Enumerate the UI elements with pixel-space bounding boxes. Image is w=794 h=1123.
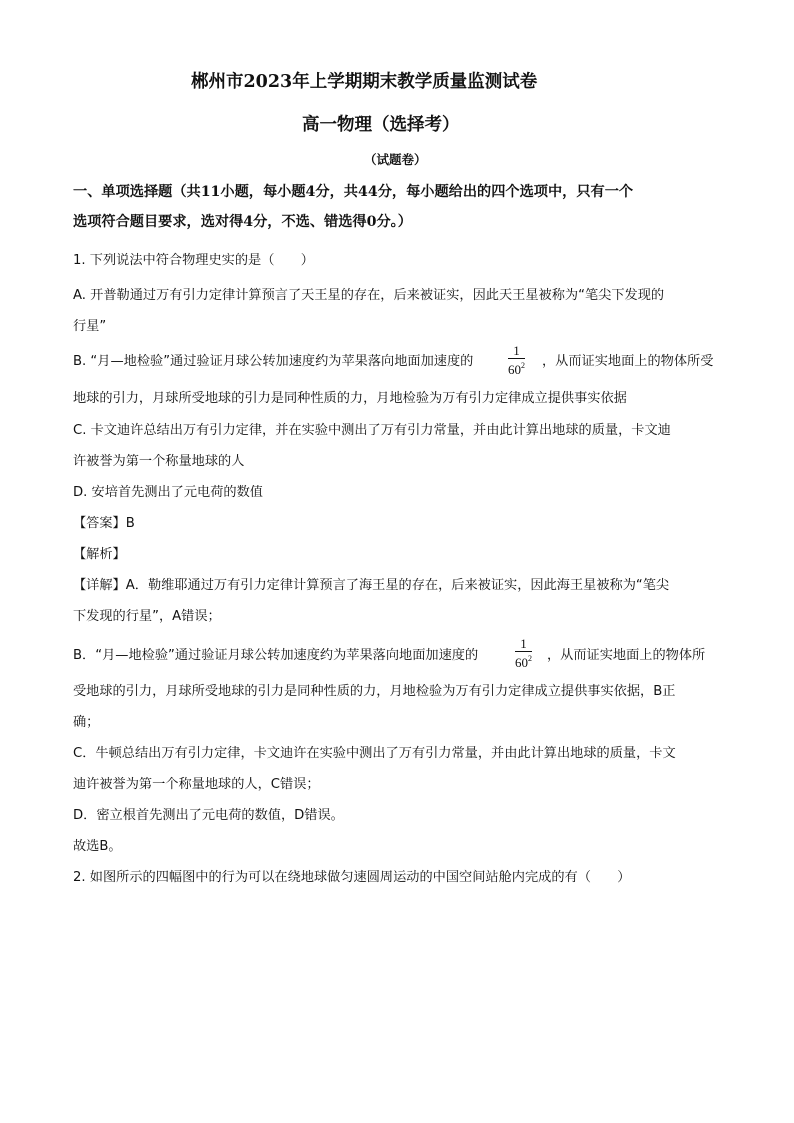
analysis-b-line2: 受地球的引力，月球所受地球的引力是同种性质的力，月地检验为万有引力定律成立提供事实依据，B正 [73,684,676,699]
fraction-denominator [508,359,525,377]
analysis-c-line2: 迪许被誉为第一个称量地球的人，C错误； [73,777,320,792]
question-1-option-b-line1-end: ，从而证实地面上的物体所受 [542,354,714,369]
fraction-denominator-base: 60 [508,362,521,377]
answer-label: 【答案】B [73,516,135,531]
fraction-denominator [515,652,532,670]
fraction-numerator: 1 [520,636,527,651]
question-1-option-c-line2: 许被誉为第一个称量地球的人 [73,454,245,469]
analysis-c-line1: C．牛顿总结出万有引力定律，卡文迪许在实验中测出了万有引力常量，并由此计算出地球的质量，卡文 [73,746,676,761]
question-1-stem: 1. 下列说法中符合物理史实的是（ ） [73,253,314,268]
analysis-d: D．密立根首先测出了元电荷的数值，D错误。 [73,808,344,823]
fraction-numerator: 1 [513,343,520,358]
question-1-option-d: D. 安培首先测出了元电荷的数值 [73,485,263,500]
section-heading-line2: 选项符合题目要求，选对得4分，不选、错选得0分。） [73,214,412,230]
analysis-b-line1-end: ，从而证实地面上的物体所 [547,648,706,663]
analysis-b-line3: 确； [73,715,100,730]
question-1-option-a-line2: 行星” [73,319,107,334]
analysis-a-line1: 【详解】A．勒维耶通过万有引力定律计算预言了海王星的存在，后来被证实，因此海王星被称为“笔尖 [73,578,670,593]
analysis-b-line1-start: B．“月—地检验”通过验证月球公转加速度约为苹果落向地面加速度的 [73,648,479,663]
paper-type-label: （试题卷） [364,152,427,167]
fraction-denominator-base: 60 [515,655,528,670]
question-1-option-b-line2: 地球的引力，月球所受地球的引力是同种性质的力，月地检验为万有引力定律成立提供事实依据 [73,391,627,406]
fraction-exponent: 2 [521,361,525,370]
fraction-one-over-sixty-squared [515,637,532,670]
question-1-option-b-line1-start: B. “月—地检验”通过验证月球公转加速度约为苹果落向地面加速度的 [73,354,474,369]
analysis-label: 【解析】 [73,547,126,562]
analysis-a-line2: 下发现的行星”，A错误； [73,609,221,624]
exam-subtitle: 高一物理（选择考） [302,115,460,135]
question-1-option-a-line1: A. 开普勒通过万有引力定律计算预言了天王星的存在，后来被证实，因此天王星被称为“笔尖下发现的 [73,288,665,303]
analysis-conclusion: 故选B。 [73,839,122,854]
section-heading-line1: 一、单项选择题（共11小题，每小题4分，共44分，每小题给出的四个选项中，只有一个 [73,184,634,200]
question-2-stem: 2. 如图所示的四幅图中的行为可以在绕地球做匀速圆周运动的中国空间站舱内完成的有（ ） [73,870,631,885]
fraction-exponent: 2 [528,654,532,663]
fraction-one-over-sixty-squared [508,344,525,377]
exam-title: 郴州市2023年上学期期末教学质量监测试卷 [191,72,538,92]
question-1-option-c-line1: C. 卡文迪许总结出万有引力定律，并在实验中测出了万有引力常量，并由此计算出地球的质量，卡文迪 [73,423,671,438]
